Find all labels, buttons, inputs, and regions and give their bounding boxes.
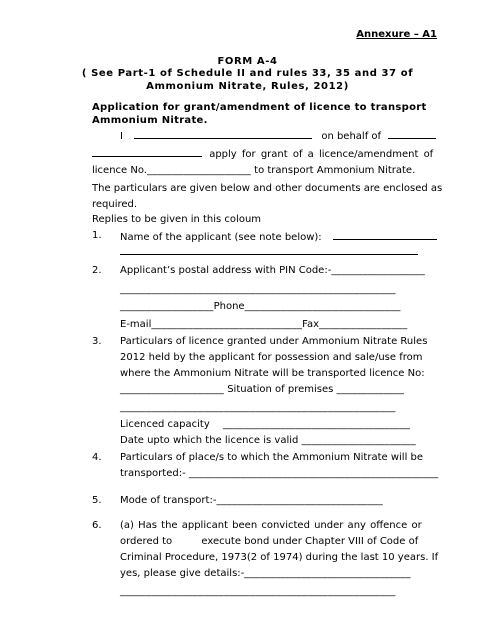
item-6-line-1: (a) Has the applicant been convicted under any offence or xyxy=(120,520,422,531)
on-behalf-blank[interactable] xyxy=(388,128,436,139)
item-6-line-2b: execute bond under Chapter VIII of Code of xyxy=(201,536,419,547)
validity-field[interactable]: ______________________ xyxy=(301,435,416,446)
item-6-line-3: Criminal Procedure, 1973(2 of 1974) during the last 10 years. If xyxy=(120,552,439,563)
item-3-line-3: where the Ammonium Nitrate will be transported licence No: xyxy=(120,368,425,379)
item-4-line-2 xyxy=(120,467,438,480)
situation-label: Situation of premises xyxy=(227,384,334,395)
phone-row xyxy=(120,300,401,313)
item-number-2: 2. xyxy=(92,265,102,276)
mode-of-transport-field[interactable]: ________________________________ xyxy=(216,495,383,506)
applicant-name-field[interactable] xyxy=(333,229,437,240)
capacity-label: Licenced capacity xyxy=(120,419,210,430)
situation-field-2[interactable]: _____________________________________________________ xyxy=(120,402,396,413)
intro-i: I xyxy=(120,131,123,142)
form-reference-line-1: ( See Part-1 of Schedule II and rules 33, 35 and 37 of xyxy=(81,68,414,79)
fax-label: Fax xyxy=(302,319,320,330)
item-number-4: 4. xyxy=(92,452,102,463)
required-text: required. xyxy=(92,199,138,210)
details-field[interactable]: ________________________________ xyxy=(244,568,411,579)
capacity-field[interactable]: ____________________________________ xyxy=(222,419,411,430)
applicant-name-label: Name of the applicant (see note below): xyxy=(120,232,322,243)
email-row xyxy=(120,318,407,331)
application-heading-line-2: Ammonium Nitrate. xyxy=(92,115,208,126)
mode-of-transport-label: Mode of transport:- xyxy=(120,495,217,506)
form-reference-line-2: Ammonium Nitrate, Rules, 2012) xyxy=(146,81,349,92)
item-6-line-2a: ordered to xyxy=(120,536,173,547)
item-2-row xyxy=(120,264,425,277)
licence-no-label: licence No. xyxy=(92,165,147,176)
details-label: yes, please give details:- xyxy=(120,568,245,579)
validity-label: Date upto which the licence is valid xyxy=(120,435,299,446)
intro-line-1 xyxy=(120,128,436,143)
item-number-1: 1. xyxy=(92,230,102,241)
postal-address-label: Applicant’s postal address with PIN Code:- xyxy=(120,265,332,276)
places-field[interactable]: ________________________________________________ xyxy=(188,468,439,479)
on-behalf-text: on behalf of xyxy=(321,131,382,142)
email-label: E-mail xyxy=(120,319,152,330)
intro-line-3 xyxy=(92,164,415,177)
applicant-name-blank[interactable] xyxy=(134,128,312,139)
details-field-2[interactable]: _____________________________________________________ xyxy=(120,586,396,597)
annexure-label: Annexure – A1 xyxy=(356,29,437,40)
validity-row xyxy=(120,434,416,447)
apply-text: apply for grant of a licence/amendment of xyxy=(209,149,434,160)
replies-text: Replies to be given in this coloum xyxy=(92,214,262,225)
item-5-row xyxy=(120,494,383,507)
email-field[interactable]: _____________________________ xyxy=(151,319,303,330)
postal-address-field[interactable]: __________________ xyxy=(331,265,425,276)
licence-no-field[interactable]: ____________________ xyxy=(146,165,251,176)
situation-field[interactable]: _____________ xyxy=(336,384,405,395)
form-title: FORM A-4 xyxy=(217,56,278,67)
item-number-5: 5. xyxy=(92,495,102,506)
postal-address-field-3[interactable]: __________________ xyxy=(120,301,214,312)
phone-field[interactable]: ______________________________ xyxy=(244,301,401,312)
item-6-line-2 xyxy=(120,535,418,548)
application-heading-line-1: Application for grant/amendment of licence to transport xyxy=(92,102,427,113)
applicant-name-field-2[interactable] xyxy=(120,244,418,255)
item-6-line-4 xyxy=(120,567,411,580)
particulars-text: The particulars are given below and other documents are enclosed as xyxy=(92,183,443,194)
item-1-row xyxy=(120,229,437,244)
item-3-line-4 xyxy=(120,383,404,396)
fax-field[interactable]: _________________ xyxy=(319,319,408,330)
transported-label: transported:- xyxy=(120,468,186,479)
item-number-6: 6. xyxy=(92,520,102,531)
behalf-name-blank[interactable] xyxy=(92,146,202,157)
capacity-row xyxy=(120,418,410,431)
item-4-line-1: Particulars of place/s to which the Ammonium Nitrate will be xyxy=(120,452,424,463)
postal-address-field-2[interactable]: _____________________________________________________ xyxy=(120,284,396,295)
item-3-line-1: Particulars of licence granted under Ammonium Nitrate Rules xyxy=(120,336,428,347)
phone-label: Phone xyxy=(213,301,245,312)
item-number-3: 3. xyxy=(92,336,102,347)
to-transport-text: to transport Ammonium Nitrate. xyxy=(254,165,416,176)
licence-number-field[interactable]: ____________________ xyxy=(120,384,224,395)
intro-line-2 xyxy=(92,146,433,161)
item-1-line-2 xyxy=(120,244,418,259)
item-3-line-2: 2012 held by the applicant for possession and sale/use from xyxy=(120,352,423,363)
